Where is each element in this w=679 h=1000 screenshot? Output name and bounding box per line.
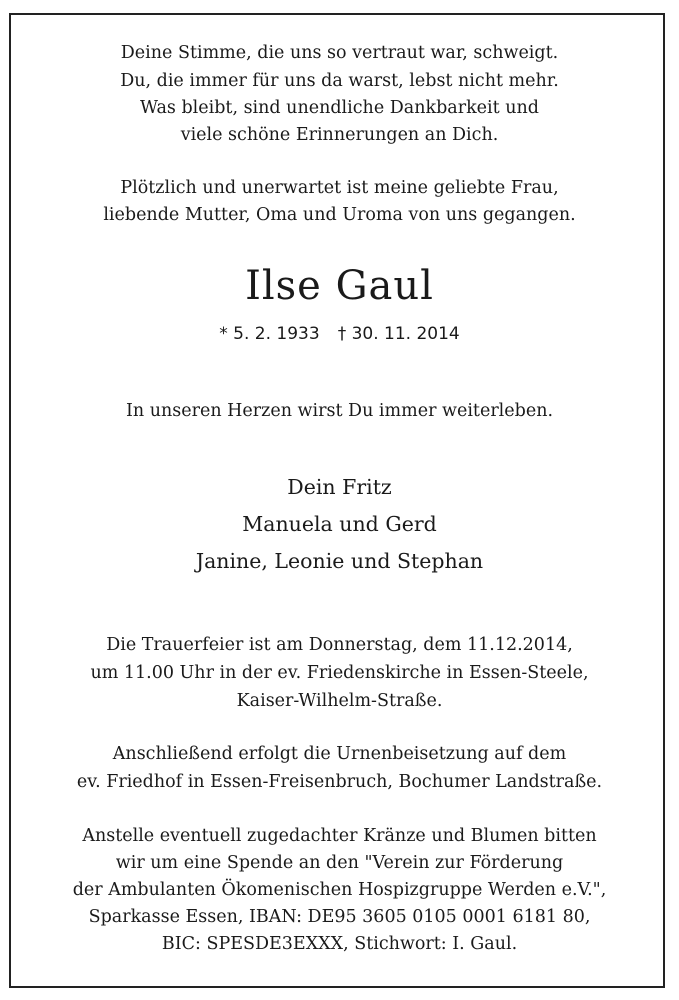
life-dates [0,323,679,345]
donation-line: der Ambulanten Ökomenischen Hospizgruppe Werden e.V.", [72,880,607,900]
service-line: Die Trauerfeier ist am Donnerstag, dem 11.12.2014, [106,635,573,655]
announcement-line: liebende Mutter, Oma und Uroma von uns gegangen. [103,205,576,225]
family-member-line: Janine, Leonie und Stephan [195,549,484,573]
burial-line: ev. Friedhof in Essen-Freisenbruch, Bochumer Landstraße. [76,772,603,792]
remembrance-line: In unseren Herzen wirst Du immer weiterleben. [125,401,554,421]
verse-line: Deine Stimme, die uns so vertraut war, schweigt. [120,43,559,63]
donation-line: BIC: SPESDE3EXXX, Stichwort: I. Gaul. [161,934,518,954]
service-line: um 11.00 Uhr in der ev. Friedenskirche in Essen-Steele, [90,663,589,683]
donation-line: Anstelle eventuell zugedachter Kränze und Blumen bitten [82,826,597,846]
deceased-name: Ilse Gaul [245,263,434,309]
announcement-line: Plötzlich und unerwartet ist meine geliebte Frau, [120,178,559,198]
verse-line: Was bleibt, sind unendliche Dankbarkeit und [140,98,539,118]
burial-line: Anschließend erfolgt die Urnenbeisetzung auf dem [112,744,567,764]
verse-line: Du, die immer für uns da warst, lebst nicht mehr. [120,71,559,91]
birth-date: * 5. 2. 1933 [219,324,320,344]
service-line: Kaiser-Wilhelm-Straße. [236,691,443,711]
family-member-line: Dein Fritz [287,475,392,499]
verse-line: viele schöne Erinnerungen an Dich. [180,125,499,145]
donation-line: wir um eine Spende an den "Verein zur Förderung [115,853,564,873]
death-date: † 30. 11. 2014 [337,324,460,344]
family-member-line: Manuela und Gerd [242,512,437,536]
donation-line: Sparkasse Essen, IBAN: DE95 3605 0105 0001 6181 80, [88,907,591,927]
